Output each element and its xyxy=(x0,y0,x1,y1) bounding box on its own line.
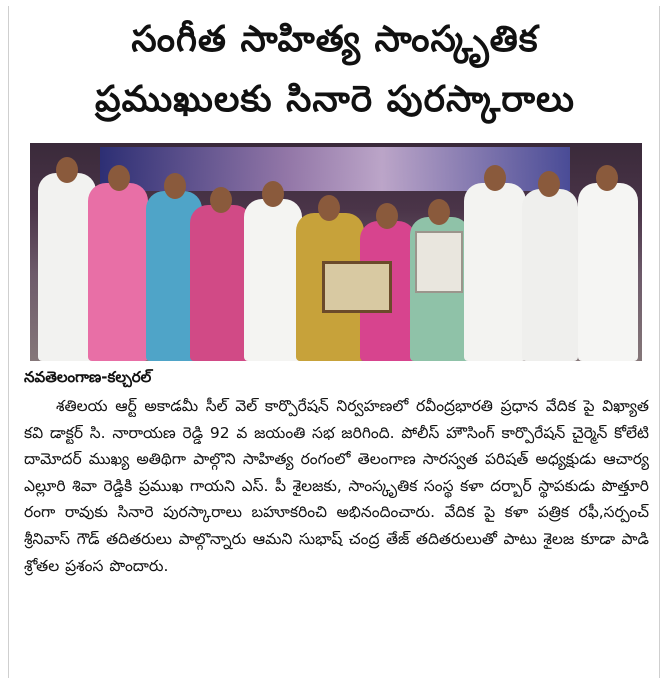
person-head xyxy=(262,181,284,207)
person xyxy=(88,183,148,361)
person-head xyxy=(318,195,340,221)
headline-line-2: ప్రముఖులకు సినారె పురస్కారాలు xyxy=(95,79,575,120)
article-paragraph: శతిలయ ఆర్ట్ అకాడమీ సీల్ వెల్ కార్పొరేషన్ నిర్వహణలో రవీంద్రభారతి ప్రధాన వేదిక పై విఖ్యాత కవి డాక్టర్ సి. నారాయణ రెడ్డి 92 వ జయంతి సభ జరిగింది. పోలీస్ హౌసింగ్ కార్పొరేషన్ చైర్మెన్ కోలేటి దామోదర్ ముఖ్య అతిథిగా పాల్గొని సాహిత్య రంగంలో తెలంగాణ సారస్వత పరిషత్ అధ్యక్షుడు ఆచార్య ఎల్లూరి శివా రెడ్డికి ప్రముఖ గాయని ఎస్. పీ శైలజకు, సాంస్కృతిక సంస్థ కళా దర్బార్ స్థాపకుడు పొత్తూరి రంగా రావుకు సినారె పురస్కారాలు బహూకరించి అభినందించారు. వేదిక పై కళా పత్రిక రఫీ,సర్పంచ్ శ్రీనివాస్ గౌడ్ తదితరులు పాల్గొన్నారు ఆమని సుభాష్ చంద్ర తేజ్ తదితరులుతో పాటు శైలజ కూడా పాడి శ్రోతల ప్రశంస పొందారు. xyxy=(24,397,649,575)
person-head xyxy=(210,187,232,213)
person-head xyxy=(484,165,506,191)
article-body xyxy=(24,393,649,579)
person xyxy=(244,199,302,361)
event-photo xyxy=(30,143,642,361)
person-head xyxy=(596,165,618,191)
award-frame xyxy=(415,231,463,293)
person-head xyxy=(538,171,560,197)
person-head xyxy=(164,173,186,199)
person xyxy=(578,183,638,361)
person xyxy=(464,183,526,361)
person xyxy=(522,189,578,361)
person-head xyxy=(108,165,130,191)
person xyxy=(190,205,252,361)
award-plaque xyxy=(322,261,392,313)
person-head xyxy=(56,157,78,183)
person-head xyxy=(428,199,450,225)
headline-line-1: సంగీత సాహిత్య సాంస్కృతిక xyxy=(131,19,539,60)
person-head xyxy=(376,203,398,229)
dateline: నవతెలంగాణ-కల్చరల్ xyxy=(24,368,152,386)
